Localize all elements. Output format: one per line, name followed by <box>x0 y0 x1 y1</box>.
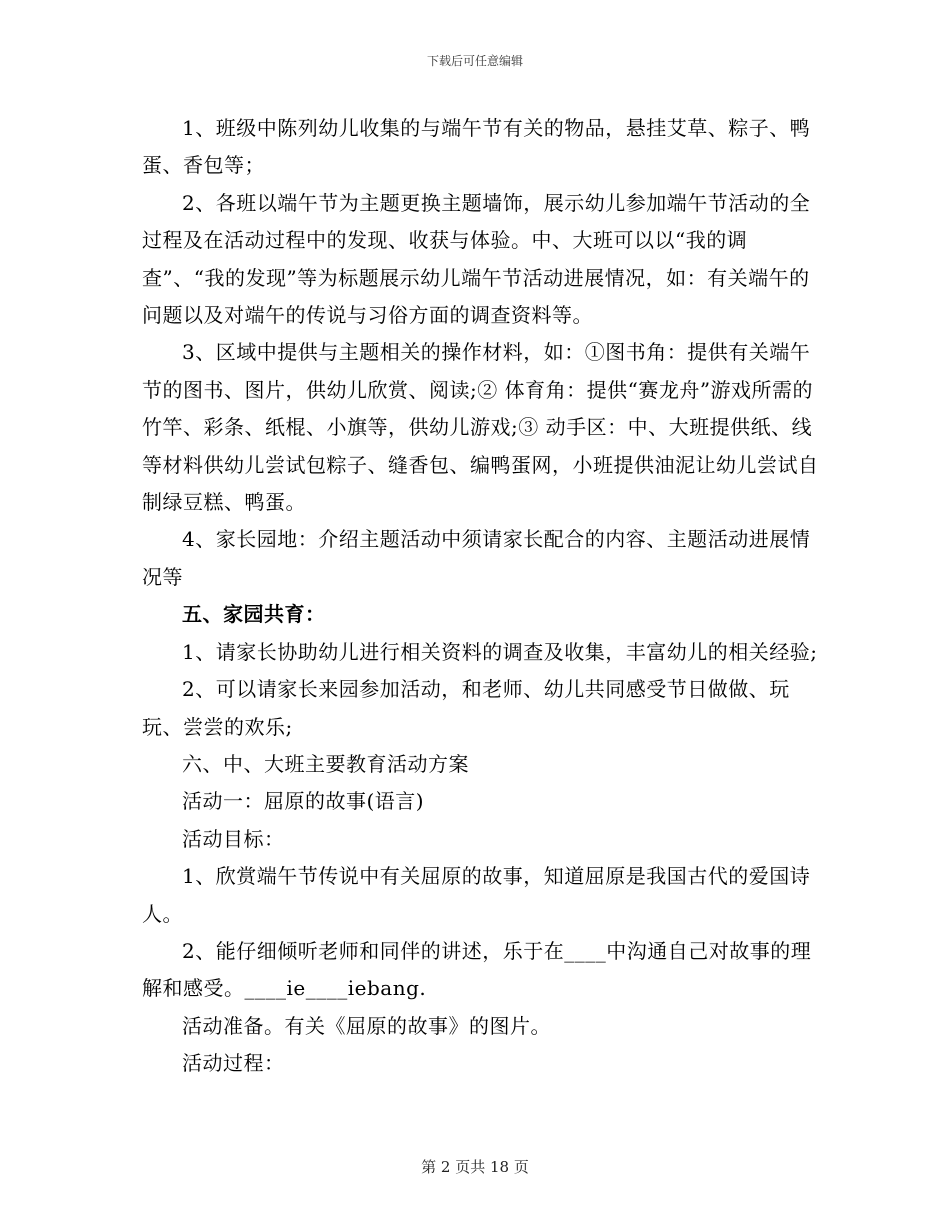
goal-1: 1、欣赏端午节传说中有关屈原的故事，知道屈原是我国古代的爱国诗人。 <box>142 864 811 926</box>
paragraph-5-2: 2、可以请家长来园参加活动，和老师、幼儿共同感受节日做做、玩玩、尝尝的欢乐; <box>142 677 790 739</box>
section-heading-6: 六、中、大班主要教育活动方案 <box>182 751 469 776</box>
paragraph-1: 1、班级中陈列幼儿收集的与端午节有关的物品，悬挂艾草、粽子、鸭蛋、香包等； <box>142 116 811 178</box>
activity-goals-label: 活动目标： <box>182 826 285 851</box>
paragraph-5-1: 1、请家长协助幼儿进行相关资料的调查及收集，丰富幼儿的相关经验; <box>182 639 818 664</box>
section-heading-5: 五、家园共育： <box>182 602 326 627</box>
page-header: 下载后可任意编辑 <box>426 54 523 68</box>
goal-2: 2、能仔细倾听老师和同伴的讲述，乐于在____中沟通自己对故事的理解和感受。____ie____iebang. <box>142 938 812 1001</box>
activity-title: 活动一：屈原的故事(语言) <box>182 789 425 814</box>
page-footer: 第 2 页共 18 页 <box>421 1158 529 1176</box>
document-body <box>142 110 822 1083</box>
activity-process-label: 活动过程： <box>182 1051 285 1076</box>
activity-preparation: 活动准备。有关《屈原的故事》的图片。 <box>182 1013 551 1038</box>
paragraph-3: 3、区域中提供与主题相关的操作材料，如：①图书角：提供有关端午节的图书、图片，供幼儿欣赏、阅读;② 体育角：提供“赛龙舟”游戏所需的竹竿、彩条、纸棍、小旗等，供幼儿游戏;③ 动手区：中、大班提供纸、线等材料供幼儿尝试包粽子、缝香包、编鸭蛋网，小班提供油泥让幼儿尝试自制绿豆糕、鸭蛋。 <box>142 340 819 515</box>
paragraph-4: 4、家长园地：介绍主题活动中须请家长配合的内容、主题活动进展情况等 <box>142 527 811 589</box>
paragraph-2: 2、各班以端午节为主题更换主题墙饰，展示幼儿参加端午节活动的全过程及在活动过程中的发现、收获与体验。中、大班可以以“我的调查”、“我的发现”等为标题展示幼儿端午节活动进展情况，如：有关端午的问题以及对端午的传说与习俗方面的调查资料等。 <box>142 190 811 328</box>
